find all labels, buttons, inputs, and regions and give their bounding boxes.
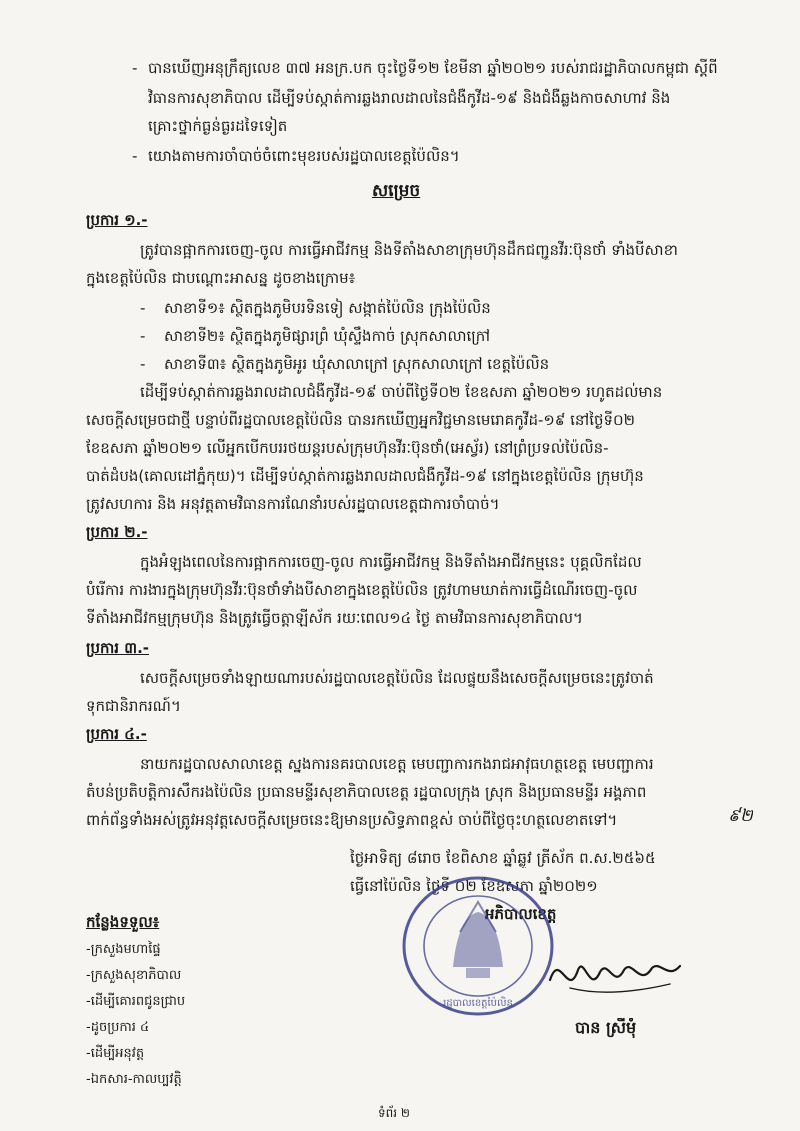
article-4-line1: នាយករដ្ឋបាលសាលាខេត្ត ស្នងការនគរបាលខេត្ត មេបញ្ជាការកងរាជអាវុធហត្ថខេត្ត មេបញ្ជាការ (140, 755, 654, 773)
article-3-line2: ទុកជានិរាករណ៍។ (86, 697, 181, 715)
article-1-after-line5: ត្រូវសហការ និង អនុវត្តតាមវិធានការណែនាំរបស់រដ្ឋបាលខេត្តជាការចាំបាច់។ (86, 495, 500, 513)
recipient-item: -ឯកសារ-កាលប្បវត្តិ (86, 1072, 182, 1087)
lunar-date-line: ថ្ងៃអាទិត្យ ៨រោច ខែពិសាខ ឆ្នាំឆ្លូវ ត្រីស័ក ព.ស.២៥៦៥ (350, 849, 656, 867)
seal-text: រដ្ឋបាលខេត្តប៉ៃលិន (443, 998, 513, 1009)
article-2-line3: ទីតាំងអាជីវកម្មក្រុមហ៊ុន និងត្រូវធ្វើចត្តាឡីស័ក រយៈពេល១៤ ថ្ងៃ តាមវិធានការសុខាភិបាល។ (86, 609, 583, 627)
article-2-line2: បំរើការ ការងារក្នុងក្រុមហ៊ុនវីរៈប៊ុនថាំទាំងបីសាខាក្នុងខេត្តប៉ៃលិន ត្រូវហាមឃាត់ការធ្វើដំណើរចេញ-ចូល (86, 581, 638, 599)
recipients-heading: កន្លែងទទួល៖ (86, 913, 160, 931)
recipient-item: -ដូចប្រការ ៤ (86, 1020, 150, 1035)
article-2-line1: ក្នុងអំឡុងពេលនៃការផ្អាកការចេញ-ចូល ការធ្វើអាជីវកម្ម និងទីតាំងអាជីវកម្មនេះ បុគ្គលិកដែល (140, 553, 642, 571)
bullet-dash: - (132, 147, 138, 165)
article-1-line1: ត្រូវបានផ្អាកការចេញ-ចូល ការធ្វើអាជីវកម្ម និងទីតាំងសាខាក្រុមហ៊ុនដឹកជញ្ជូនវីរៈប៊ុនថាំ ទាំងបីសាខា (140, 241, 678, 259)
article-2-label: ប្រការ ២.- (86, 523, 148, 541)
article-1-after-line4: បាត់ដំបង(គោលដៅភ្នំកុយ)។ ដើម្បីទប់ស្កាត់ការឆ្លងរាលដាលជំងឺកូវីដ-១៩ នៅក្នុងខេត្តប៉ៃលិន ក្រុមហ៊ុន (86, 467, 644, 485)
intro-bullet1-line2: វិធានការសុខាភិបាល ដើម្បីទប់ស្កាត់ការឆ្លងរាលដាលនៃជំងឺកូវីដ-១៩ និងជំងឺឆ្លងកាចសាហាវ និង (148, 89, 671, 107)
page-number: ទំព័រ ២ (378, 1106, 410, 1120)
article-1-label: ប្រការ ១.- (86, 211, 148, 229)
intro-bullet1-line1: បានឃើញអនុក្រឹត្យលេខ ៣៧ អនក្រ.បក ចុះថ្ងៃទី១២ ខែមីនា ឆ្នាំ២០២១ របស់រាជរដ្ឋាភិបាលកម្ពុជា ស្ដីពី (148, 59, 718, 77)
article-1-after-line3: ខែឧសភា ឆ្នាំ២០២១ លើអ្នកបើកបររថយន្តរបស់ក្រុមហ៊ុនវីរៈប៊ុនថាំ(អេស្វ័រ) នៅព្រំប្រទល់ប៉ៃលិន- (86, 439, 609, 457)
official-seal-icon (398, 872, 558, 1020)
bullet-dash: - (140, 327, 146, 345)
recipient-item: -ដើម្បីអនុវត្ត (86, 1046, 145, 1061)
bullet-dash: - (140, 355, 146, 373)
bullet-dash: - (140, 299, 146, 317)
recipient-item: -ក្រសួងសុខាភិបាល (86, 968, 182, 983)
signer-name: បាន ស្រីមុំ (575, 1018, 637, 1037)
article-1-after-line2: សេចក្ដីសម្រេចជាថ្មី បន្ទាប់ពីរដ្ឋបាលខេត្តប៉ៃលិន បានរកឃើញអ្នកវិជ្ជមានមេរោគកូវីដ-១៩ នៅថ្ងៃទី០២ (86, 411, 635, 429)
branch-3: សាខាទី៣៖ ស្ថិតក្នុងភូមិអូរ ឃុំសាលាក្រៅ ស្រុកសាលាក្រៅ ខេត្តប៉ៃលិន (164, 355, 550, 373)
branch-2: សាខាទី២៖ ស្ថិតក្នុងភូមិផ្សារព្រំ ឃុំស្ទឹងកាច់ ស្រុកសាលាក្រៅ (164, 327, 491, 345)
article-1-line2: ក្នុងខេត្តប៉ៃលិន ជាបណ្ដោះអាសន្ន ដូចខាងក្រោម៖ (86, 269, 356, 287)
article-4-line3: ពាក់ព័ន្ធទាំងអស់ត្រូវអនុវត្តសេចក្ដីសម្រេចនេះឱ្យមានប្រសិទ្ធភាពខ្ពស់ ចាប់ពីថ្ងៃចុះហត្ថលេខាតទៅ។ (86, 811, 618, 829)
place-date-line: ធ្វើនៅប៉ៃលិន ថ្ងៃទី ០២ ខែឧសភា ឆ្នាំ២០២១ (350, 877, 598, 895)
handwritten-mark: ៩២ (728, 806, 753, 826)
article-3-label: ប្រការ ៣.- (86, 639, 149, 657)
signature-icon (540, 940, 690, 1010)
article-4-label: ប្រការ ៤.- (86, 725, 147, 743)
intro-bullet1-line3: គ្រោះថ្នាក់ធ្ងន់ធ្ងរដទៃទៀត (148, 117, 288, 135)
article-1-after-line1: ដើម្បីទប់ស្កាត់ការឆ្លងរាលដាលជំងឺកូវីដ-១៩ ចាប់ពីថ្ងៃទី០២ ខែឧសភា ឆ្នាំ២០២១ រហូតដល់មាន (140, 383, 663, 401)
governor-title: អភិបាលខេត្ត (485, 905, 557, 923)
recipient-item: -ក្រសួងមហាផ្ទៃ (86, 942, 161, 957)
article-4-line2: តំបន់ប្រតិបត្តិការសឹករងប៉ៃលិន ប្រធានមន្ទីរសុខាភិបាលខេត្ត រដ្ឋបាលក្រុង ស្រុក និងប្រធានមន្ទីរ អង្គភាព (86, 783, 647, 801)
recipient-item: -ដើម្បីគោរពជូនជ្រាប (86, 994, 186, 1009)
branch-1: សាខាទី១៖ ស្ថិតក្នុងភូមិបរទិនទៀ សង្កាត់ប៉ៃលិន ក្រុងប៉ៃលិន (164, 299, 491, 317)
article-3-line1: សេចក្ដីសម្រេចទាំងឡាយណារបស់រដ្ឋបាលខេត្តប៉ៃលិន ដែលផ្ទុយនឹងសេចក្ដីសម្រេចនេះត្រូវចាត់ (140, 669, 654, 687)
bullet-dash: - (132, 59, 138, 77)
intro-bullet2: យោងតាមការចាំបាច់ចំពោះមុខរបស់រដ្ឋបាលខេត្តប៉ៃលិន។ (148, 147, 460, 165)
decision-heading: សម្រេច (372, 181, 421, 201)
